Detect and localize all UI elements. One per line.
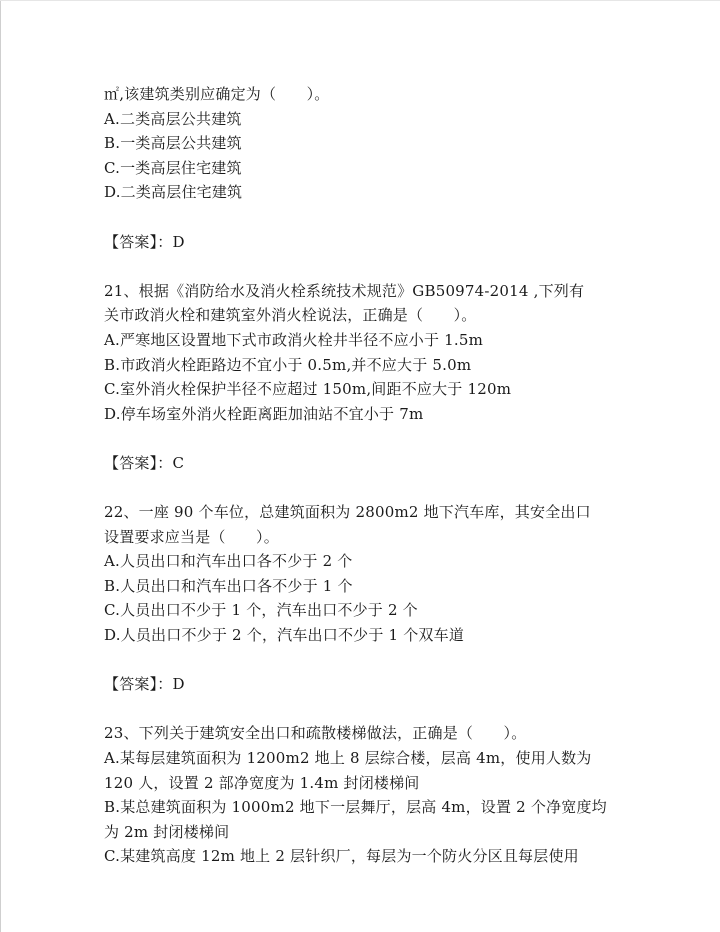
question-22	[104, 500, 624, 721]
option-a: A.人员出口和汽车出口各不少于 2 个	[104, 552, 353, 571]
question-23	[104, 721, 624, 869]
option-b-line-2: 为 2m 封闭楼梯间	[104, 822, 230, 841]
option-c-line-1: C.某建筑高度 12m 地上 2 层针织厂，每层为一个防火分区且每层使用	[104, 847, 579, 866]
question-stem-line-2: 设置要求应当是（ ）。	[104, 527, 279, 546]
question-stem-line-1: 21、根据《消防给水及消火栓系统技术规范》GB50974-2014 ,下列有	[104, 281, 585, 300]
answer-line: 【答案】：C	[104, 453, 185, 472]
question-20-fragment	[104, 82, 624, 279]
option-a: A.严寒地区设置地下式市政消火栓井半径不应小于 1.5m	[104, 330, 484, 349]
question-stem: ㎡,该建筑类别应确定为（ ）。	[104, 85, 330, 103]
question-stem-line-2: 关市政消火栓和建筑室外消火栓说法，正确是（ ）。	[104, 306, 477, 325]
question-21	[104, 279, 624, 500]
option-d: D.二类高层住宅建筑	[104, 183, 243, 202]
question-stem: 23、下列关于建筑安全出口和疏散楼梯做法，正确是（ ）。	[104, 724, 527, 743]
question-stem-line-1: 22、一座 90 个车位，总建筑面积为 2800m2 地下汽车库，其安全出口	[104, 503, 591, 522]
answer-line: 【答案】：D	[104, 232, 185, 251]
option-b-line-1: B.某总建筑面积为 1000m2 地下一层舞厅，层高 4m，设置 2 个净宽度均	[104, 798, 607, 817]
answer-line: 【答案】：D	[104, 675, 185, 694]
option-d: D.人员出口不少于 2 个，汽车出口不少于 1 个双车道	[104, 626, 465, 645]
option-a: A.二类高层公共建筑	[104, 109, 242, 128]
document-body	[104, 82, 624, 869]
page-edge-top	[0, 0, 720, 1]
option-b: B.市政消火栓距路边不宜小于 0.5m,并不应大于 5.0m	[104, 355, 472, 374]
option-a-line-1: A.某每层建筑面积为 1200m2 地上 8 层综合楼，层高 4m，使用人数为	[104, 749, 592, 768]
option-c: C.人员出口不少于 1 个，汽车出口不少于 2 个	[104, 601, 418, 620]
page-edge-left	[0, 0, 1, 932]
option-c: C.一类高层住宅建筑	[104, 158, 242, 177]
option-d: D.停车场室外消火栓距离距加油站不宜小于 7m	[104, 404, 424, 423]
option-b: B.一类高层公共建筑	[104, 134, 242, 153]
option-a-line-2: 120 人，设置 2 部净宽度为 1.4m 封闭楼梯间	[104, 773, 420, 792]
option-b: B.人员出口和汽车出口各不少于 1 个	[104, 576, 353, 595]
option-c: C.室外消火栓保护半径不应超过 150m,间距不应大于 120m	[104, 380, 512, 399]
